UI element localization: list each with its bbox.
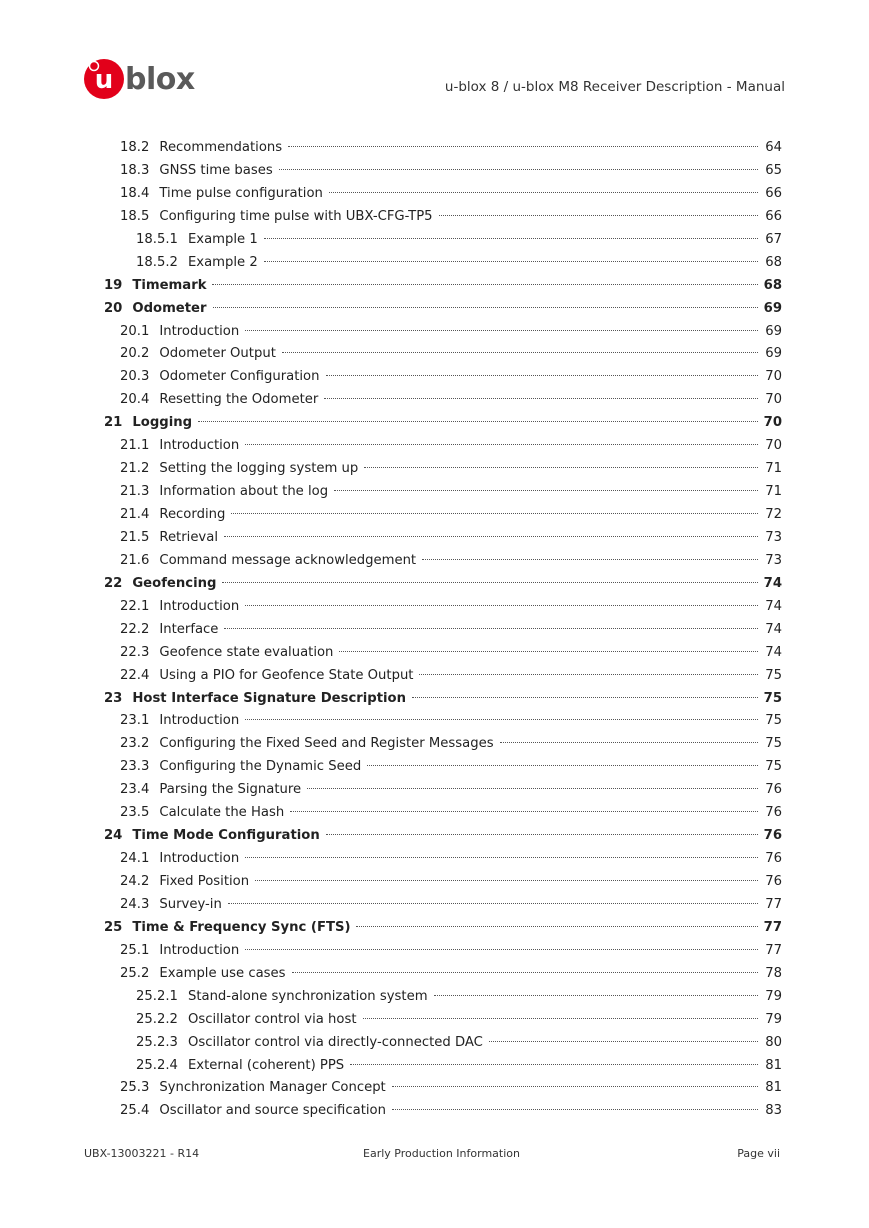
toc-entry-page: 76	[765, 874, 782, 889]
toc-entry-title: Time pulse configuration	[159, 185, 323, 201]
toc-entry-title: GNSS time bases	[159, 162, 273, 178]
toc-leader-dots	[434, 995, 758, 996]
toc-entry[interactable]	[104, 412, 782, 435]
toc-entry-page: 76	[765, 782, 782, 798]
toc-entry-page: 74	[763, 575, 782, 591]
toc-leader-dots	[324, 398, 758, 399]
toc-entry-page: 80	[765, 1034, 782, 1050]
toc-entry[interactable]	[104, 756, 782, 779]
toc-entry[interactable]	[104, 550, 782, 573]
toc-entry-page: 72	[765, 507, 782, 522]
toc-entry-number: 24	[104, 828, 123, 844]
toc-entry-title: Command message acknowledgement	[159, 552, 417, 568]
toc-entry-number: 20.3	[120, 369, 150, 385]
toc-entry-number: 25.4	[120, 1103, 150, 1119]
toc-entry[interactable]	[104, 917, 782, 940]
toc-entry-page: 70	[765, 369, 782, 385]
toc-entry-title: Interface	[159, 621, 219, 637]
toc-leader-dots	[350, 1064, 758, 1065]
toc-entry-number: 18.3	[120, 162, 150, 178]
toc-leader-dots	[292, 972, 759, 973]
ublox-logo	[82, 55, 212, 103]
toc-leader-dots	[264, 261, 758, 262]
toc-leader-dots	[500, 742, 758, 743]
toc-entry[interactable]	[104, 619, 782, 642]
toc-entry-title: Using a PIO for Geofence State Output	[159, 667, 414, 683]
toc-entry[interactable]	[104, 871, 782, 894]
table-of-contents	[104, 137, 782, 1123]
toc-entry-number: 24.3	[120, 896, 150, 912]
toc-leader-dots	[422, 559, 758, 560]
toc-entry[interactable]	[104, 802, 782, 825]
toc-leader-dots	[224, 628, 758, 629]
toc-entry-title: Example use cases	[159, 965, 286, 981]
toc-entry[interactable]	[104, 733, 782, 756]
toc-entry-title: Information about the log	[159, 484, 329, 500]
toc-entry-title: Introduction	[159, 713, 240, 729]
toc-entry-number: 21	[104, 415, 123, 431]
toc-entry-number: 20.1	[120, 323, 150, 339]
toc-leader-dots	[245, 330, 758, 331]
toc-entry-number: 25.3	[120, 1080, 150, 1096]
toc-leader-dots	[326, 375, 759, 376]
toc-leader-dots	[255, 880, 758, 881]
toc-entry-page: 81	[765, 1080, 782, 1096]
toc-entry-title: Introduction	[159, 323, 240, 339]
footer-page-label: Page vii	[737, 1147, 780, 1160]
toc-leader-dots	[224, 536, 758, 537]
toc-entry-title: Introduction	[159, 598, 240, 614]
toc-entry[interactable]	[104, 229, 782, 252]
toc-entry-page: 75	[765, 736, 782, 752]
toc-entry[interactable]	[104, 183, 782, 206]
toc-entry-number: 20	[104, 300, 123, 316]
toc-entry[interactable]	[104, 275, 782, 298]
toc-entry[interactable]	[104, 963, 782, 986]
toc-entry-number: 18.5.2	[136, 254, 178, 270]
toc-leader-dots	[329, 192, 758, 193]
toc-entry[interactable]	[104, 504, 782, 527]
toc-entry-page: 79	[765, 1011, 782, 1027]
toc-entry-page: 75	[763, 690, 782, 706]
toc-entry[interactable]	[104, 137, 782, 160]
toc-entry[interactable]	[104, 206, 782, 229]
toc-entry-title: Odometer Configuration	[159, 369, 320, 385]
toc-entry-page: 66	[765, 208, 782, 224]
toc-entry-page: 66	[765, 185, 782, 201]
toc-entry-number: 21.3	[120, 484, 150, 500]
toc-entry-page: 67	[765, 231, 782, 247]
toc-entry-number: 25.2.2	[136, 1011, 178, 1027]
toc-entry[interactable]	[104, 366, 782, 389]
toc-leader-dots	[489, 1041, 758, 1042]
toc-entry-page: 81	[765, 1057, 782, 1073]
toc-entry[interactable]	[104, 435, 782, 458]
toc-entry-number: 22.4	[120, 667, 150, 683]
toc-entry-title: Odometer	[132, 300, 207, 316]
toc-entry[interactable]	[104, 665, 782, 688]
toc-entry-number: 23	[104, 690, 123, 706]
toc-entry[interactable]	[104, 710, 782, 733]
toc-entry-title: Oscillator and source specification	[159, 1103, 386, 1119]
toc-entry-number: 21.2	[120, 461, 150, 477]
toc-entry-title: Oscillator control via directly-connected DAC	[187, 1034, 483, 1050]
toc-leader-dots	[228, 903, 758, 904]
toc-entry-page: 75	[765, 667, 782, 683]
toc-entry-title: Host Interface Signature Description	[132, 690, 407, 706]
toc-entry-title: Time Mode Configuration	[132, 828, 320, 844]
toc-leader-dots	[245, 444, 758, 445]
toc-entry-page: 75	[765, 759, 782, 775]
toc-entry-title: Configuring the Fixed Seed and Register Messages	[159, 736, 494, 752]
toc-entry-page: 69	[763, 300, 782, 316]
toc-leader-dots	[290, 811, 758, 812]
toc-entry-title: External (coherent) PPS	[187, 1057, 345, 1073]
toc-entry-number: 24.2	[120, 874, 150, 889]
toc-leader-dots	[326, 834, 758, 835]
toc-entry-number: 20.4	[120, 392, 150, 408]
toc-entry-page: 77	[763, 919, 782, 935]
svg-text:blox: blox	[125, 62, 195, 97]
toc-leader-dots	[264, 238, 758, 239]
toc-entry[interactable]	[104, 688, 782, 711]
toc-entry-number: 25.1	[120, 942, 150, 958]
toc-entry-title: Logging	[132, 415, 193, 431]
toc-entry-page: 76	[763, 828, 782, 844]
toc-entry[interactable]	[104, 596, 782, 619]
toc-leader-dots	[222, 582, 757, 583]
toc-entry-number: 25	[104, 919, 123, 935]
toc-entry-title: Configuring the Dynamic Seed	[159, 759, 362, 775]
toc-entry-number: 21.1	[120, 438, 150, 454]
toc-entry[interactable]	[104, 343, 782, 366]
toc-leader-dots	[213, 307, 758, 308]
toc-entry-title: Setting the logging system up	[159, 461, 359, 477]
toc-entry-number: 23.3	[120, 759, 150, 775]
toc-entry-title: Recording	[159, 507, 226, 522]
toc-entry[interactable]	[104, 389, 782, 412]
toc-entry-title: Configuring time pulse with UBX-CFG-TP5	[159, 208, 433, 224]
toc-entry-page: 69	[765, 346, 782, 362]
toc-entry[interactable]	[104, 894, 782, 917]
toc-entry-number: 23.2	[120, 736, 150, 752]
toc-entry-page: 70	[765, 392, 782, 408]
toc-entry-title: Example 1	[187, 231, 258, 247]
toc-entry[interactable]	[104, 940, 782, 963]
toc-leader-dots	[245, 857, 758, 858]
toc-entry-number: 23.4	[120, 782, 150, 798]
toc-entry-page: 74	[765, 644, 782, 660]
toc-entry-title: Synchronization Manager Concept	[159, 1080, 386, 1096]
toc-entry-title: Resetting the Odometer	[159, 392, 319, 408]
toc-leader-dots	[231, 513, 758, 514]
toc-entry-title: Introduction	[159, 851, 240, 867]
toc-entry[interactable]	[104, 458, 782, 481]
toc-entry-title: Introduction	[159, 942, 240, 958]
toc-entry[interactable]	[104, 1032, 782, 1055]
toc-entry-number: 23.5	[120, 805, 150, 821]
toc-entry-title: Odometer Output	[159, 346, 276, 362]
footer-doc-number: UBX-13003221 - R14	[84, 1147, 200, 1160]
toc-entry[interactable]	[104, 825, 782, 848]
toc-entry-page: 73	[765, 529, 782, 545]
toc-entry-title: Parsing the Signature	[159, 782, 302, 798]
document-title: u-blox 8 / u-blox M8 Receiver Description - Manual	[444, 79, 785, 95]
toc-entry-number: 18.5.1	[136, 231, 178, 247]
toc-leader-dots	[363, 1018, 759, 1019]
toc-leader-dots	[288, 146, 758, 147]
toc-entry-number: 18.5	[120, 208, 150, 224]
toc-entry-number: 22.3	[120, 644, 150, 660]
toc-entry-number: 21.4	[120, 507, 150, 522]
toc-leader-dots	[392, 1109, 758, 1110]
toc-entry[interactable]	[104, 642, 782, 665]
toc-entry-title: Time & Frequency Sync (FTS)	[132, 919, 351, 935]
toc-entry-page: 73	[765, 552, 782, 568]
toc-entry-page: 74	[765, 598, 782, 614]
toc-entry-number: 21.6	[120, 552, 150, 568]
toc-entry-number: 21.5	[120, 529, 150, 545]
toc-entry-page: 77	[765, 942, 782, 958]
toc-entry[interactable]	[104, 160, 782, 183]
toc-entry-title: Geofencing	[132, 575, 217, 591]
toc-entry[interactable]	[104, 986, 782, 1009]
toc-leader-dots	[364, 467, 758, 468]
toc-entry-page: 64	[765, 140, 782, 155]
toc-leader-dots	[198, 421, 758, 422]
toc-leader-dots	[334, 490, 758, 491]
toc-entry-number: 25.2.1	[136, 988, 178, 1004]
toc-entry-page: 71	[765, 484, 782, 500]
toc-entry-number: 20.2	[120, 346, 150, 362]
toc-entry[interactable]	[104, 779, 782, 802]
toc-leader-dots	[279, 169, 758, 170]
toc-entry-number: 22.1	[120, 598, 150, 614]
toc-entry-number: 22	[104, 575, 123, 591]
toc-entry-page: 83	[765, 1103, 782, 1119]
toc-leader-dots	[245, 949, 758, 950]
toc-leader-dots	[245, 719, 758, 720]
toc-entry-number: 25.2	[120, 965, 150, 981]
toc-entry-number: 18.4	[120, 185, 150, 201]
toc-entry-number: 24.1	[120, 851, 150, 867]
svg-text:u: u	[94, 65, 114, 95]
toc-entry-number: 25.2.4	[136, 1057, 178, 1073]
toc-entry-title: Calculate the Hash	[159, 805, 285, 821]
toc-entry-number: 23.1	[120, 713, 150, 729]
toc-entry-page: 68	[763, 277, 782, 293]
toc-leader-dots	[419, 674, 758, 675]
toc-entry[interactable]	[104, 573, 782, 596]
toc-entry[interactable]	[104, 252, 782, 275]
toc-entry-page: 70	[765, 438, 782, 454]
toc-entry-page: 77	[765, 896, 782, 912]
toc-entry[interactable]	[104, 321, 782, 344]
toc-entry-title: Fixed Position	[159, 874, 250, 889]
footer-status: Early Production Information	[363, 1147, 520, 1160]
toc-entry-title: Geofence state evaluation	[159, 644, 334, 660]
toc-entry[interactable]	[104, 1077, 782, 1100]
toc-entry[interactable]	[104, 481, 782, 504]
toc-entry-title: Oscillator control via host	[187, 1011, 357, 1027]
toc-entry[interactable]	[104, 1009, 782, 1032]
toc-entry-number: 22.2	[120, 621, 150, 637]
toc-entry-title: Introduction	[159, 438, 240, 454]
toc-entry-title: Survey-in	[159, 896, 222, 912]
toc-leader-dots	[356, 926, 757, 927]
toc-entry-page: 78	[765, 965, 782, 981]
toc-leader-dots	[439, 215, 758, 216]
toc-entry-page: 65	[765, 162, 782, 178]
toc-entry-title: Example 2	[187, 254, 258, 270]
toc-leader-dots	[212, 284, 757, 285]
toc-leader-dots	[245, 605, 758, 606]
toc-entry-page: 70	[763, 415, 782, 431]
toc-entry[interactable]	[104, 848, 782, 871]
toc-entry-title: Recommendations	[159, 140, 283, 155]
toc-entry[interactable]	[104, 298, 782, 321]
toc-entry-title: Retrieval	[159, 529, 218, 545]
toc-leader-dots	[412, 697, 758, 698]
toc-entry-number: 25.2.3	[136, 1034, 178, 1050]
toc-entry-page: 75	[765, 713, 782, 729]
toc-entry-page: 76	[765, 851, 782, 867]
toc-entry-page: 69	[765, 323, 782, 339]
toc-leader-dots	[307, 788, 758, 789]
toc-leader-dots	[367, 765, 758, 766]
toc-entry-number: 18.2	[120, 140, 150, 155]
toc-leader-dots	[282, 352, 758, 353]
toc-entry-title: Stand-alone synchronization system	[187, 988, 428, 1004]
toc-leader-dots	[339, 651, 758, 652]
toc-entry-page: 79	[765, 988, 782, 1004]
toc-entry-page: 71	[765, 461, 782, 477]
toc-entry-page: 74	[765, 621, 782, 637]
toc-entry[interactable]	[104, 527, 782, 550]
toc-entry-page: 76	[765, 805, 782, 821]
toc-entry[interactable]	[104, 1055, 782, 1078]
toc-entry-title: Timemark	[132, 277, 207, 293]
toc-entry-page: 68	[765, 254, 782, 270]
toc-entry-number: 19	[104, 277, 123, 293]
toc-leader-dots	[392, 1086, 758, 1087]
toc-entry[interactable]	[104, 1100, 782, 1123]
